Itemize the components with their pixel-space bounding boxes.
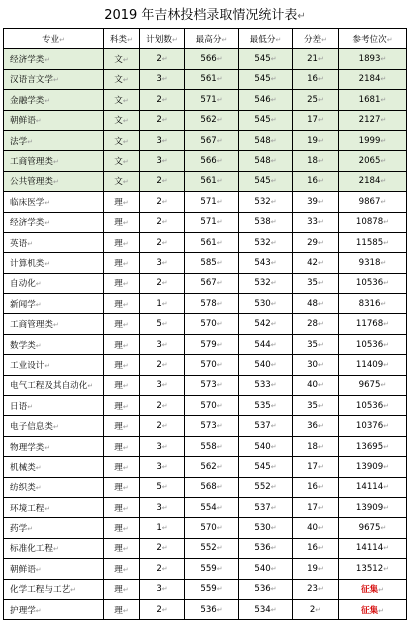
- cell-min-score: 545↵: [239, 49, 293, 69]
- cell-max-score: 561↵: [185, 69, 239, 89]
- cell-score-diff: 23↵: [293, 579, 339, 599]
- cell-major: 纺织类↵: [4, 477, 104, 497]
- cell-major: 经济学类↵: [4, 212, 104, 232]
- cell-category: 文↵: [104, 69, 140, 89]
- cell-major: 朝鲜语↵: [4, 559, 104, 579]
- cell-plan-count: 2↵: [140, 559, 185, 579]
- header-plan-count: 计划数↵: [140, 29, 185, 49]
- cell-min-score: 537↵: [239, 497, 293, 517]
- cell-score-diff: 19↵: [293, 559, 339, 579]
- cell-plan-count: 3↵: [140, 375, 185, 395]
- cell-category: 文↵: [104, 171, 140, 191]
- cell-max-score: 562↵: [185, 457, 239, 477]
- cell-category: 文↵: [104, 130, 140, 150]
- cell-category: 理↵: [104, 232, 140, 252]
- header-major: 专业↵: [4, 29, 104, 49]
- cell-min-score: 532↵: [239, 273, 293, 293]
- cell-max-score: 552↵: [185, 538, 239, 558]
- cell-reference-rank: 10536↵: [339, 396, 407, 416]
- table-row: [4, 599, 407, 619]
- cell-score-diff: 16↵: [293, 171, 339, 191]
- table-row: [4, 518, 407, 538]
- cell-category: 理↵: [104, 599, 140, 619]
- cell-reference-rank: 1681↵: [339, 90, 407, 110]
- cell-category: 理↵: [104, 436, 140, 456]
- cell-max-score: 566↵: [185, 151, 239, 171]
- table-row: [4, 538, 407, 558]
- cell-major: 物理学类↵: [4, 436, 104, 456]
- cell-reference-rank: 13909↵: [339, 497, 407, 517]
- table-row: [4, 314, 407, 334]
- cell-category: 理↵: [104, 559, 140, 579]
- cell-major: 临床医学↵: [4, 192, 104, 212]
- cell-plan-count: 3↵: [140, 497, 185, 517]
- cell-major: 环境工程↵: [4, 497, 104, 517]
- cell-plan-count: 2↵: [140, 396, 185, 416]
- table-row: [4, 192, 407, 212]
- cell-category: 理↵: [104, 314, 140, 334]
- cell-category: 理↵: [104, 375, 140, 395]
- cell-min-score: 536↵: [239, 579, 293, 599]
- cell-max-score: 571↵: [185, 90, 239, 110]
- cell-min-score: 546↵: [239, 90, 293, 110]
- cell-category: 文↵: [104, 110, 140, 130]
- cell-plan-count: 2↵: [140, 538, 185, 558]
- cell-min-score: 530↵: [239, 518, 293, 538]
- cell-score-diff: 40↵: [293, 518, 339, 538]
- table-row: [4, 110, 407, 130]
- cell-category: 理↵: [104, 192, 140, 212]
- document-title: [0, 4, 410, 23]
- cell-score-diff: 16↵: [293, 477, 339, 497]
- cell-reference-rank: 9675↵: [339, 518, 407, 538]
- cell-major: 工商管理类↵: [4, 151, 104, 171]
- cell-category: 文↵: [104, 49, 140, 69]
- cell-major: 英语↵: [4, 232, 104, 252]
- cell-max-score: 567↵: [185, 130, 239, 150]
- cell-min-score: 552↵: [239, 477, 293, 497]
- cell-score-diff: 17↵: [293, 110, 339, 130]
- cell-min-score: 537↵: [239, 416, 293, 436]
- cell-score-diff: 19↵: [293, 130, 339, 150]
- cell-max-score: 559↵: [185, 579, 239, 599]
- cell-plan-count: 2↵: [140, 171, 185, 191]
- cell-min-score: 538↵: [239, 212, 293, 232]
- cell-max-score: 558↵: [185, 436, 239, 456]
- cell-max-score: 568↵: [185, 477, 239, 497]
- cell-major: 机械类↵: [4, 457, 104, 477]
- cell-score-diff: 17↵: [293, 457, 339, 477]
- cell-major: 自动化↵: [4, 273, 104, 293]
- cell-reference-rank: 14114↵: [339, 538, 407, 558]
- cell-category: 理↵: [104, 273, 140, 293]
- cell-min-score: 530↵: [239, 294, 293, 314]
- cell-reference-rank: 1999↵: [339, 130, 407, 150]
- cell-plan-count: 3↵: [140, 151, 185, 171]
- cell-max-score: 578↵: [185, 294, 239, 314]
- cell-score-diff: 35↵: [293, 334, 339, 354]
- cell-score-diff: 35↵: [293, 273, 339, 293]
- cell-reference-rank: 11768↵: [339, 314, 407, 334]
- table-row: [4, 151, 407, 171]
- cell-reference-rank: 10536↵: [339, 334, 407, 354]
- cell-reference-rank: 2065↵: [339, 151, 407, 171]
- cell-major: 化学工程与工艺↵: [4, 579, 104, 599]
- cell-min-score: 536↵: [239, 538, 293, 558]
- cell-category: 理↵: [104, 334, 140, 354]
- cell-category: 理↵: [104, 477, 140, 497]
- cell-max-score: 573↵: [185, 416, 239, 436]
- cell-category: 理↵: [104, 396, 140, 416]
- cell-category: 理↵: [104, 416, 140, 436]
- cell-max-score: 567↵: [185, 273, 239, 293]
- cell-min-score: 532↵: [239, 232, 293, 252]
- cell-category: 理↵: [104, 497, 140, 517]
- table-row: [4, 477, 407, 497]
- cell-score-diff: 16↵: [293, 538, 339, 558]
- cell-plan-count: 2↵: [140, 49, 185, 69]
- table-row: [4, 334, 407, 354]
- table-row: [4, 559, 407, 579]
- cell-major: 计算机类↵: [4, 253, 104, 273]
- cell-category: 理↵: [104, 579, 140, 599]
- cell-min-score: 540↵: [239, 436, 293, 456]
- cell-plan-count: 1↵: [140, 518, 185, 538]
- cell-min-score: 532↵: [239, 192, 293, 212]
- cell-reference-rank: 13695↵: [339, 436, 407, 456]
- cell-major: 汉语言文学↵: [4, 69, 104, 89]
- cell-plan-count: 3↵: [140, 334, 185, 354]
- cell-major: 数学类↵: [4, 334, 104, 354]
- cell-major: 金融学类↵: [4, 90, 104, 110]
- cell-major: 护理学↵: [4, 599, 104, 619]
- cell-plan-count: 3↵: [140, 579, 185, 599]
- cell-max-score: 570↵: [185, 518, 239, 538]
- cell-min-score: 534↵: [239, 599, 293, 619]
- cell-reference-rank: 13512↵: [339, 559, 407, 579]
- cell-max-score: 536↵: [185, 599, 239, 619]
- cell-max-score: 571↵: [185, 212, 239, 232]
- admission-stats-table: [3, 28, 407, 620]
- paragraph-mark-icon: ↵: [297, 11, 306, 22]
- header-max-score: 最高分↵: [185, 29, 239, 49]
- cell-max-score: 571↵: [185, 192, 239, 212]
- cell-min-score: 535↵: [239, 396, 293, 416]
- header-score-diff: 分差↵: [293, 29, 339, 49]
- cell-plan-count: 2↵: [140, 232, 185, 252]
- table-row: [4, 253, 407, 273]
- cell-plan-count: 3↵: [140, 69, 185, 89]
- table-row: [4, 294, 407, 314]
- cell-min-score: 540↵: [239, 559, 293, 579]
- cell-plan-count: 1↵: [140, 294, 185, 314]
- cell-max-score: 570↵: [185, 314, 239, 334]
- cell-score-diff: 36↵: [293, 416, 339, 436]
- cell-major: 电子信息类↵: [4, 416, 104, 436]
- cell-plan-count: 3↵: [140, 457, 185, 477]
- cell-score-diff: 48↵: [293, 294, 339, 314]
- cell-category: 理↵: [104, 294, 140, 314]
- cell-min-score: 545↵: [239, 171, 293, 191]
- cell-max-score: 562↵: [185, 110, 239, 130]
- cell-category: 理↵: [104, 212, 140, 232]
- cell-major: 经济学类↵: [4, 49, 104, 69]
- cell-major: 朝鲜语↵: [4, 110, 104, 130]
- cell-max-score: 559↵: [185, 559, 239, 579]
- cell-reference-rank: 9675↵: [339, 375, 407, 395]
- cell-major: 日语↵: [4, 396, 104, 416]
- cell-plan-count: 3↵: [140, 436, 185, 456]
- cell-max-score: 579↵: [185, 334, 239, 354]
- cell-major: 新闻学↵: [4, 294, 104, 314]
- table-row: [4, 457, 407, 477]
- table-row: [4, 130, 407, 150]
- cell-reference-rank: 征集↵: [339, 579, 407, 599]
- cell-major: 药学↵: [4, 518, 104, 538]
- cell-reference-rank: 11409↵: [339, 355, 407, 375]
- document-title-text: 2019 年吉林投档录取情况统计表: [104, 8, 298, 23]
- cell-score-diff: 18↵: [293, 436, 339, 456]
- cell-score-diff: 42↵: [293, 253, 339, 273]
- cell-plan-count: 2↵: [140, 212, 185, 232]
- cell-category: 理↵: [104, 457, 140, 477]
- cell-major: 电气工程及其自动化↵: [4, 375, 104, 395]
- cell-reference-rank: 11585↵: [339, 232, 407, 252]
- cell-reference-rank: 2184↵: [339, 69, 407, 89]
- table-row: [4, 416, 407, 436]
- cell-max-score: 566↵: [185, 49, 239, 69]
- cell-reference-rank: 1893↵: [339, 49, 407, 69]
- cell-category: 文↵: [104, 151, 140, 171]
- header-category: 科类↵: [104, 29, 140, 49]
- table-row: [4, 436, 407, 456]
- cell-plan-count: 2↵: [140, 110, 185, 130]
- cell-min-score: 543↵: [239, 253, 293, 273]
- cell-max-score: 561↵: [185, 232, 239, 252]
- cell-reference-rank: 10536↵: [339, 273, 407, 293]
- cell-reference-rank: 9318↵: [339, 253, 407, 273]
- cell-min-score: 545↵: [239, 69, 293, 89]
- cell-min-score: 540↵: [239, 355, 293, 375]
- cell-plan-count: 5↵: [140, 477, 185, 497]
- table-row: [4, 375, 407, 395]
- cell-score-diff: 16↵: [293, 69, 339, 89]
- cell-plan-count: 3↵: [140, 130, 185, 150]
- cell-min-score: 544↵: [239, 334, 293, 354]
- cell-reference-rank: 14114↵: [339, 477, 407, 497]
- cell-score-diff: 33↵: [293, 212, 339, 232]
- cell-max-score: 570↵: [185, 355, 239, 375]
- cell-category: 理↵: [104, 518, 140, 538]
- cell-max-score: 585↵: [185, 253, 239, 273]
- cell-reference-rank: 10376↵: [339, 416, 407, 436]
- header-min-score: 最低分↵: [239, 29, 293, 49]
- cell-plan-count: 2↵: [140, 90, 185, 110]
- cell-max-score: 570↵: [185, 396, 239, 416]
- cell-major: 公共管理类↵: [4, 171, 104, 191]
- table-row: [4, 497, 407, 517]
- cell-plan-count: 2↵: [140, 599, 185, 619]
- table-row: [4, 355, 407, 375]
- cell-plan-count: 2↵: [140, 416, 185, 436]
- cell-score-diff: 17↵: [293, 497, 339, 517]
- cell-score-diff: 28↵: [293, 314, 339, 334]
- table-header-row: [4, 29, 407, 49]
- table-row: [4, 69, 407, 89]
- cell-min-score: 545↵: [239, 457, 293, 477]
- cell-score-diff: 40↵: [293, 375, 339, 395]
- cell-score-diff: 25↵: [293, 90, 339, 110]
- cell-max-score: 561↵: [185, 171, 239, 191]
- table-row: [4, 171, 407, 191]
- cell-major: 工商管理类↵: [4, 314, 104, 334]
- table-row: [4, 90, 407, 110]
- table-row: [4, 273, 407, 293]
- cell-reference-rank: 13909↵: [339, 457, 407, 477]
- cell-plan-count: 3↵: [140, 253, 185, 273]
- header-reference-rank: 参考位次↵: [339, 29, 407, 49]
- cell-plan-count: 2↵: [140, 355, 185, 375]
- cell-category: 理↵: [104, 538, 140, 558]
- cell-max-score: 573↵: [185, 375, 239, 395]
- table-row: [4, 396, 407, 416]
- cell-max-score: 554↵: [185, 497, 239, 517]
- cell-reference-rank: 9867↵: [339, 192, 407, 212]
- cell-min-score: 542↵: [239, 314, 293, 334]
- cell-min-score: 545↵: [239, 110, 293, 130]
- cell-score-diff: 18↵: [293, 151, 339, 171]
- cell-category: 文↵: [104, 90, 140, 110]
- cell-score-diff: 39↵: [293, 192, 339, 212]
- cell-min-score: 533↵: [239, 375, 293, 395]
- cell-reference-rank: 2127↵: [339, 110, 407, 130]
- cell-plan-count: 2↵: [140, 273, 185, 293]
- cell-major: 工业设计↵: [4, 355, 104, 375]
- table-row: [4, 212, 407, 232]
- cell-score-diff: 30↵: [293, 355, 339, 375]
- cell-plan-count: 5↵: [140, 314, 185, 334]
- cell-score-diff: 29↵: [293, 232, 339, 252]
- cell-major: 标准化工程↵: [4, 538, 104, 558]
- cell-reference-rank: 2184↵: [339, 171, 407, 191]
- cell-reference-rank: 征集↵: [339, 599, 407, 619]
- cell-major: 法学↵: [4, 130, 104, 150]
- table-row: [4, 232, 407, 252]
- cell-category: 理↵: [104, 355, 140, 375]
- table-row: [4, 49, 407, 69]
- cell-min-score: 548↵: [239, 130, 293, 150]
- cell-reference-rank: 8316↵: [339, 294, 407, 314]
- cell-min-score: 548↵: [239, 151, 293, 171]
- cell-category: 理↵: [104, 253, 140, 273]
- cell-plan-count: 2↵: [140, 192, 185, 212]
- cell-score-diff: 2↵: [293, 599, 339, 619]
- table-row: [4, 579, 407, 599]
- cell-reference-rank: 10878↵: [339, 212, 407, 232]
- cell-score-diff: 35↵: [293, 396, 339, 416]
- cell-score-diff: 21↵: [293, 49, 339, 69]
